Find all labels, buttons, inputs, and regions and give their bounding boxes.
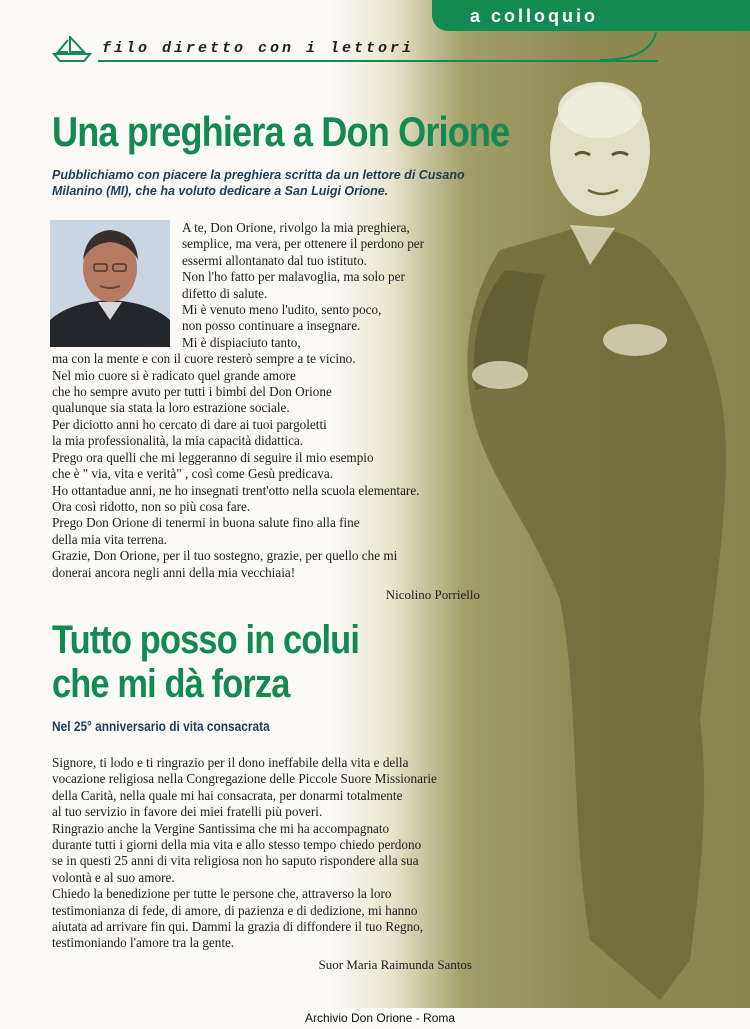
text-line: della mia vita terrena.: [52, 531, 167, 547]
text-line: Ora così ridotto, non so più cosa fare.: [52, 498, 251, 514]
article1-title: Una preghiera a Don Orione: [52, 108, 510, 155]
text-line: non posso continuare a insegnare.: [182, 318, 361, 334]
article2-body: [52, 755, 482, 952]
text-line: vocazione religiosa nella Congregazione delle Piccole Suore Missionarie: [52, 771, 437, 787]
text-line: se in questi 25 anni di vita religiosa non ho saputo rispondere alla sua: [52, 853, 419, 869]
text-line: A te, Don Orione, rivolgo la mia preghiera,: [182, 220, 410, 235]
text-line: Mi è dispiaciuto tanto,: [182, 334, 301, 350]
text-line: che è " via, vita e verità" , così come Gesù predicava.: [52, 466, 333, 482]
text-line: testimonianza di fede, di amore, di pazienza e di dedizione, mi hanno: [52, 902, 418, 918]
text-line: qualunque sia stata la loro estrazione sociale.: [52, 400, 290, 416]
text-line: semplice, ma vera, per ottenere il perdono per: [182, 236, 425, 252]
text-line: testimoniando l'amore tra la gente.: [52, 935, 235, 951]
article1-intro: Pubblichiamo con piacere la preghiera scritta da un lettore di Cusano Milanino (MI), che ha voluto dedicare a San Luigi Orione.: [52, 168, 465, 198]
rubric-header: [50, 34, 660, 64]
text-line: volontà e al suo amore.: [52, 869, 175, 885]
text-line: essermi allontanato dal tuo istituto.: [182, 252, 367, 268]
text-line: Chiedo la benedizione per tutte le persone che, attraverso la loro: [52, 886, 392, 902]
article1-signature: Nicolino Porriello: [385, 587, 480, 602]
article2-subtitle: Nel 25° anniversario di vita consacrata: [52, 718, 270, 734]
archive-footer: Archivio Don Orione - Roma: [305, 1011, 456, 1025]
text-line: che ho sempre avuto per tutti i bimbi del Don Orione: [52, 384, 332, 400]
text-line: Mi è venuto meno l'udito, sento poco,: [182, 302, 382, 318]
rubric-divider: [98, 60, 658, 62]
article2-title-line2: che mi dà forza: [52, 662, 290, 706]
section-tab: a colloquio: [432, 0, 750, 31]
boat-icon: [50, 34, 94, 64]
text-line: Prego ora quelli che mi leggeranno di seguire il mio esempio: [52, 449, 374, 465]
text-line: ma con la mente e con il cuore resterò sempre a te vicino.: [52, 351, 356, 367]
text-line: Ringrazio anche la Vergine Santissima che mi ha accompagnato: [52, 820, 390, 836]
rubric-label: filo diretto con i lettori: [102, 40, 415, 57]
text-line: Ho ottantadue anni, ne ho insegnati trent'otto nella scuola elementare.: [52, 482, 420, 498]
text-line: la mia professionalità, la mia capacità didattica.: [52, 433, 304, 449]
text-line: Non l'ho fatto per malavoglia, ma solo per: [182, 269, 405, 285]
text-line: durante tutti i giorni della mia vita e allo stesso tempo chiedo perdono: [52, 837, 422, 853]
text-line: Per diciotto anni ho cercato di dare ai tuoi pargoletti: [52, 416, 327, 432]
text-line: Signore, ti lodo e ti ringrazio per il dono ineffabile della vita e della: [52, 755, 409, 770]
text-line: della Carità, nella quale mi hai consacrata, per donarmi totalmente: [52, 787, 403, 803]
text-line: Grazie, Don Orione, per il tuo sostegno, grazie, per quello che mi: [52, 548, 398, 564]
text-line: Prego Don Orione di tenermi in buona salute fino alla fine: [52, 515, 360, 531]
text-line: aiutata ad arrivare fin qui. Dammi la grazia di diffondere il tuo Regno,: [52, 919, 424, 935]
rubric-curve-decoration: [600, 30, 660, 70]
article1-body: [52, 220, 492, 581]
article2-signature: Suor Maria Raimunda Santos: [318, 957, 472, 972]
article2-title: [52, 618, 359, 706]
article2-title-line1: Tutto posso in colui: [52, 618, 360, 662]
text-line: Nel mio cuore si è radicato quel grande amore: [52, 367, 296, 383]
text-line: donerai ancora negli anni della mia vecchiaia!: [52, 564, 296, 580]
text-line: al tuo servizio in favore dei miei fratelli più poveri.: [52, 804, 323, 820]
article1-full-lines: [52, 351, 492, 581]
article1-indented-lines: [52, 220, 492, 351]
text-line: difetto di salute.: [182, 285, 268, 301]
